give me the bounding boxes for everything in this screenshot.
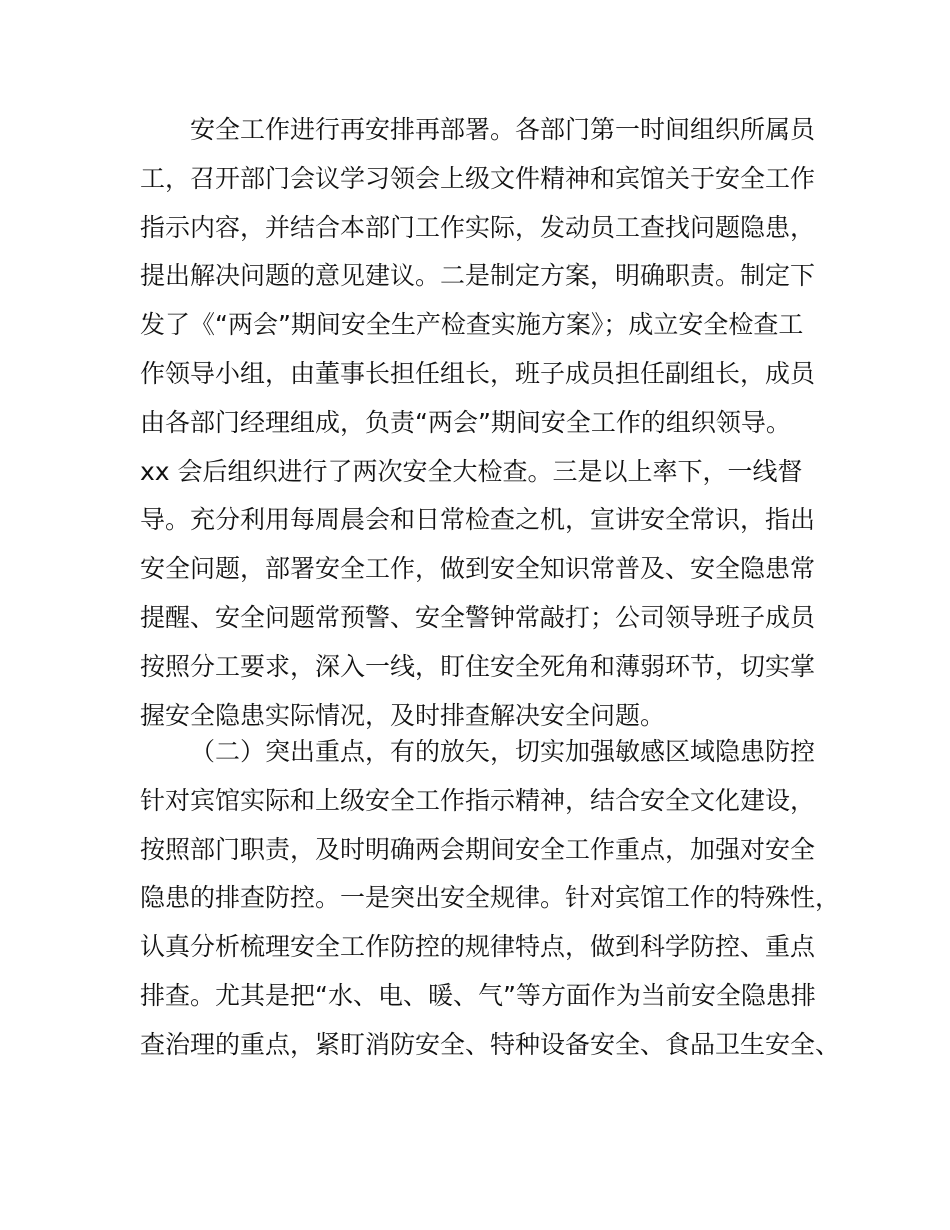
paragraph-1 xyxy=(140,106,830,740)
text-line: 发了《“两会”期间安全生产检查实施方案》；成立安全检查工 xyxy=(140,310,804,340)
text-line: 针对宾馆实际和上级安全工作指示精神，结合安全文化建设， xyxy=(140,785,816,815)
text-line: 提醒、安全问题常预警、安全警钟常敲打；公司领导班子成员 xyxy=(140,602,816,632)
text-line: 查治理的重点，紧盯消防安全、特种设备安全、食品卫生安全、 xyxy=(140,1029,841,1059)
text-line: 工，召开部门会议学习领会上级文件精神和宾馆关于安全工作 xyxy=(140,163,816,193)
text-line: xx 会后组织进行了两次安全大检查。三是以上率下，一线督 xyxy=(140,456,803,486)
text-line: 按照分工要求，深入一线，盯住安全死角和薄弱环节，切实掌 xyxy=(140,651,816,681)
text-line: 由各部门经理组成，负责“两会”期间安全工作的组织领导。 xyxy=(140,407,791,437)
text-line: 安全问题，部署安全工作，做到安全知识常普及、安全隐患常 xyxy=(140,554,816,584)
text-line: 作领导小组，由董事长担任组长，班子成员担任副组长，成员 xyxy=(140,358,816,388)
text-line: 提出解决问题的意见建议。二是制定方案，明确职责。制定下 xyxy=(140,261,816,291)
text-line: 隐患的排查防控。一是突出安全规律。针对宾馆工作的特殊性， xyxy=(140,883,841,913)
text-line: 安全工作进行再安排再部署。各部门第一时间组织所属员 xyxy=(190,115,816,144)
text-line: 排查。尤其是把“水、电、暖、气”等方面作为当前安全隐患排 xyxy=(140,980,816,1010)
paragraph-2 xyxy=(140,728,841,1070)
section-heading: （二）突出重点，有的放矢，切实加强敏感区域隐患防控 xyxy=(190,737,816,766)
text-line: 认真分析梳理安全工作防控的规律特点，做到科学防控、重点 xyxy=(140,932,816,962)
text-line: 按照部门职责，及时明确两会期间安全工作重点，加强对安全 xyxy=(140,834,816,864)
text-line: 导。充分利用每周晨会和日常检查之机，宣讲安全常识，指出 xyxy=(140,505,816,535)
text-line: 握安全隐患实际情况，及时排查解决安全问题。 xyxy=(140,700,666,730)
text-line: 指示内容，并结合本部门工作实际，发动员工查找问题隐患， xyxy=(140,212,816,242)
